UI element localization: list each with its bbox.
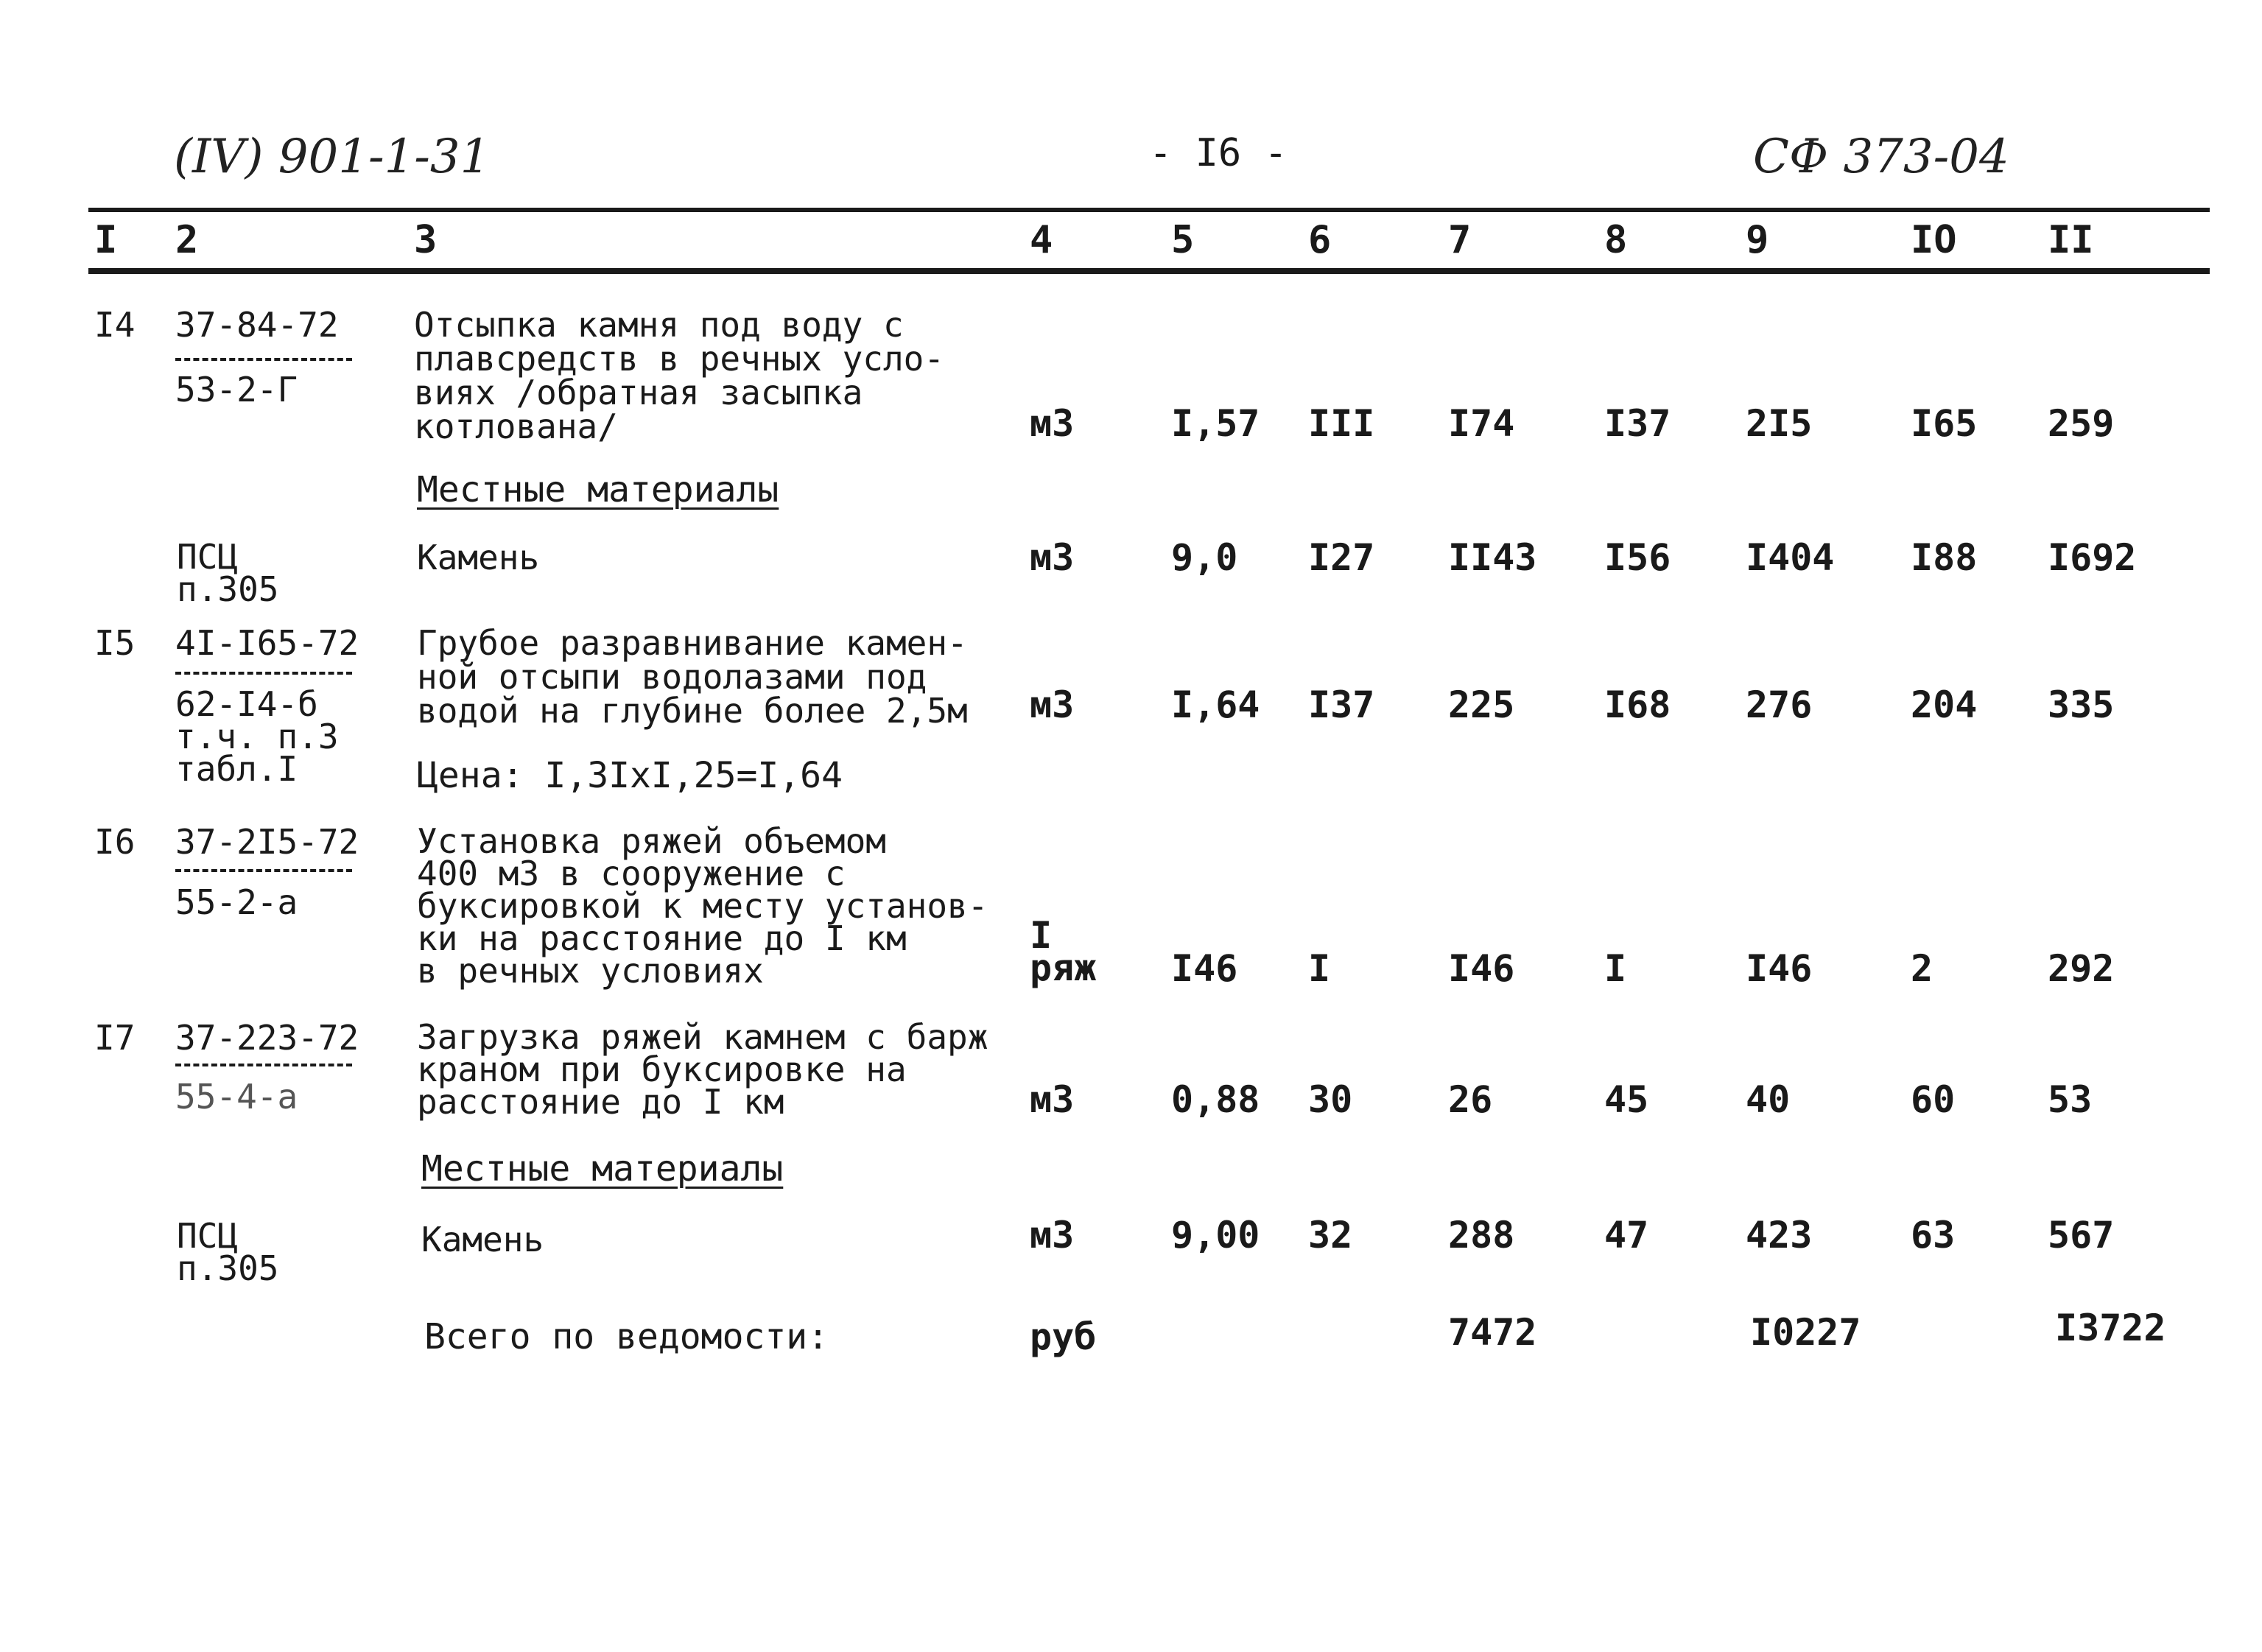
col-6-value: 30 — [1308, 1078, 1353, 1121]
col-5-value: 0,88 — [1171, 1078, 1260, 1121]
col-11-value: 292 — [2048, 947, 2115, 990]
total-col-11: I3722 — [2055, 1307, 2166, 1349]
total-unit: руб — [1030, 1315, 1097, 1358]
work-description: Камень — [421, 1220, 544, 1259]
column-header-8: 8 — [1604, 218, 1628, 262]
row-number: I4 — [94, 305, 136, 345]
col-8-value: 47 — [1604, 1214, 1649, 1256]
col-5-value: I,64 — [1171, 683, 1260, 726]
header-top-rule — [88, 208, 2210, 212]
col-9-value: 423 — [1746, 1214, 1813, 1256]
col-7-value: I46 — [1448, 947, 1515, 990]
col-7-value: 288 — [1448, 1214, 1515, 1256]
unit: I ряж — [1030, 914, 1097, 989]
col-10-value: I88 — [1911, 536, 1978, 579]
col-5-value: 9,00 — [1171, 1214, 1260, 1256]
total-col-7: 7472 — [1448, 1311, 1537, 1354]
col-7-value: 225 — [1448, 683, 1515, 726]
norm-reference: 55-2-а — [175, 882, 298, 922]
row-number: I6 — [94, 822, 136, 862]
col-11-value: 259 — [2048, 402, 2115, 445]
column-header-5: 5 — [1171, 218, 1195, 262]
norm-code: 37-223-72 — [175, 1018, 359, 1058]
norm-code: ПСЦ п.305 — [177, 537, 279, 609]
section-heading: Местные материалы — [421, 1148, 784, 1189]
unit: м3 — [1030, 1214, 1075, 1256]
col-9-value: 40 — [1746, 1078, 1791, 1121]
col-5-value: 9,0 — [1171, 536, 1238, 579]
col-7-value: 26 — [1448, 1078, 1493, 1121]
norm-reference: 55-4-а — [175, 1077, 298, 1117]
row-number: I5 — [94, 623, 136, 663]
column-header-6: 6 — [1308, 218, 1332, 262]
norm-code: 37-2I5-72 — [175, 822, 359, 862]
col-6-value: I — [1308, 947, 1331, 990]
norm-code: 4I-I65-72 — [175, 623, 359, 663]
col-9-value: 2I5 — [1746, 402, 1813, 445]
col-5-value: I,57 — [1171, 402, 1260, 445]
document-code-right: СФ 373-04 — [1753, 130, 2009, 184]
col-6-value: III — [1308, 402, 1375, 445]
column-header-4: 4 — [1030, 218, 1053, 262]
norm-code: 37-84-72 — [175, 305, 339, 345]
work-description: Установка ряжей объемом 400 м3 в сооружение с буксировкой к месту установ- ки на расстояние до I км в речных условиях — [417, 821, 988, 991]
col-6-value: I27 — [1308, 536, 1375, 579]
column-header-9: 9 — [1746, 218, 1769, 262]
column-header-7: 7 — [1448, 218, 1472, 262]
unit: м3 — [1030, 683, 1075, 726]
col-6-value: 32 — [1308, 1214, 1353, 1256]
code-divider — [175, 672, 352, 675]
total-col-9: I0227 — [1750, 1311, 1861, 1354]
unit: м3 — [1030, 1078, 1075, 1121]
code-divider — [175, 358, 352, 361]
col-9-value: 276 — [1746, 683, 1813, 726]
col-8-value: 45 — [1604, 1078, 1649, 1121]
col-9-value: I46 — [1746, 947, 1813, 990]
norm-code: ПСЦ п.305 — [177, 1216, 279, 1288]
price-note: Цена: I,3IxI,25=I,64 — [417, 755, 843, 796]
col-10-value: 2 — [1911, 947, 1933, 990]
col-11-value: I692 — [2048, 536, 2137, 579]
col-11-value: 53 — [2048, 1078, 2093, 1121]
col-11-value: 567 — [2048, 1214, 2115, 1256]
col-8-value: I56 — [1604, 536, 1671, 579]
col-5-value: I46 — [1171, 947, 1238, 990]
document-code-left: (IV) 901-1-31 — [174, 130, 491, 184]
col-11-value: 335 — [2048, 683, 2115, 726]
column-header-2: 2 — [175, 218, 199, 262]
section-heading: Местные материалы — [417, 469, 779, 510]
column-header-3: 3 — [414, 218, 438, 262]
column-header-1: I — [94, 218, 118, 262]
col-10-value: 63 — [1911, 1214, 1956, 1256]
col-6-value: I37 — [1308, 683, 1375, 726]
row-number: I7 — [94, 1018, 136, 1058]
code-divider — [175, 1064, 352, 1066]
col-8-value: I — [1604, 947, 1627, 990]
column-header-10: IO — [1911, 218, 1957, 262]
work-description: Отсыпка камня под воду с плавсредств в речных усло- виях /обратная засыпка котлована/ — [414, 305, 945, 446]
unit: м3 — [1030, 402, 1075, 445]
header-bottom-rule — [88, 268, 2210, 274]
col-9-value: I404 — [1746, 536, 1835, 579]
col-10-value: I65 — [1911, 402, 1978, 445]
col-7-value: I74 — [1448, 402, 1515, 445]
total-label: Всего по ведомости: — [424, 1316, 829, 1357]
code-divider — [175, 869, 352, 872]
col-7-value: II43 — [1448, 536, 1537, 579]
work-description: Камень — [417, 538, 540, 577]
norm-reference: 62-I4-б т.ч. п.3 табл.I — [175, 684, 339, 789]
column-header-11: II — [2048, 218, 2094, 262]
page-number: - I6 - — [1149, 131, 1288, 175]
work-description: Грубое разравнивание камен- ной отсыпи водолазами под водой на глубине более 2,5м — [417, 623, 968, 731]
col-10-value: 204 — [1911, 683, 1978, 726]
col-8-value: I37 — [1604, 402, 1671, 445]
unit: м3 — [1030, 536, 1075, 579]
work-description: Загрузка ряжей камнем с барж краном при буксировке на расстояние до I км — [417, 1017, 988, 1122]
norm-reference: 53-2-Г — [175, 370, 298, 410]
col-8-value: I68 — [1604, 683, 1671, 726]
col-10-value: 60 — [1911, 1078, 1956, 1121]
